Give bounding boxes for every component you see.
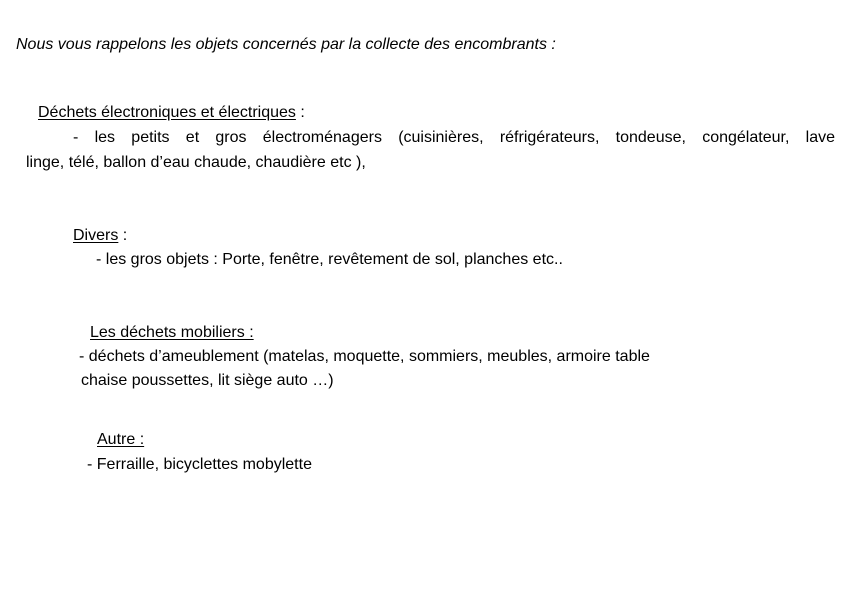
intro-text <box>16 35 556 55</box>
section-mobiliers-line-1: - déchets d’ameublement (matelas, moquette, sommiers, meubles, armoire table <box>79 348 650 365</box>
section-heading-mobiliers <box>90 323 254 343</box>
section-heading-electronics <box>38 103 305 123</box>
section-electronics-line-2: linge, télé, ballon d’eau chaude, chaudière etc ), <box>26 154 366 171</box>
section-heading-autre-label: Autre : <box>97 431 145 448</box>
section-heading-electronics-label: Déchets électroniques et électriques <box>38 104 296 121</box>
section-heading-divers-suffix: : <box>118 227 128 244</box>
section-heading-divers <box>73 226 127 246</box>
section-mobiliers-line-2: chaise poussettes, lit siège auto …) <box>81 372 334 389</box>
section-heading-mobiliers-label: Les déchets mobiliers : <box>90 324 254 341</box>
intro-label: Nous vous rappelons les objets concernés par la collecte des encombrants <box>16 36 547 53</box>
section-electronics-line-1: - les petits et gros électroménagers (cuisinières, réfrigérateurs, tondeuse, congélateur, lave <box>73 129 835 146</box>
intro-suffix: : <box>546 36 556 53</box>
section-heading-divers-label: Divers <box>73 227 119 244</box>
section-divers-line-1: - les gros objets : Porte, fenêtre, revêtement de sol, planches etc.. <box>96 251 563 268</box>
section-heading-autre <box>97 430 144 450</box>
section-autre-line-1: - Ferraille, bicyclettes mobylette <box>87 456 312 473</box>
section-heading-electronics-suffix: : <box>295 104 305 121</box>
